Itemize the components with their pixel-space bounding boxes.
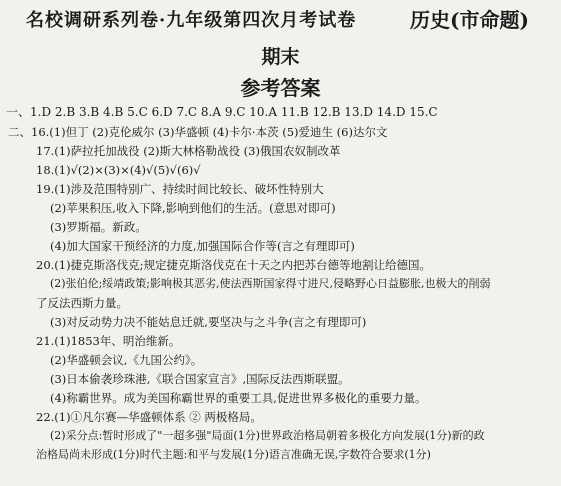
- multiple-choice-answers: 一、1.D 2.B 3.B 4.B 5.C 6.D 7.C 8.A 9.C 10.A 11.B 12.B 13.D 14.D 15.C: [6, 105, 438, 119]
- answer-q20-2b: 了反法西斯力量。: [36, 296, 128, 310]
- subject-title: 历史(市命题): [410, 8, 529, 32]
- answer-q19-3: (3)罗斯福。新政。: [50, 220, 147, 234]
- answer-q20-3: (3)对反动势力决不能姑息迁就,要坚决与之斗争(言之有理即可): [50, 315, 367, 329]
- answer-q21-3: (3)日本偷袭珍珠港,《联合国家宣言》,国际反法西斯联盟。: [50, 372, 350, 386]
- answer-q22-2b: 治格局尚未形成(1分)时代主题:和平与发展(1分)语言准确无误,字数符合要求(1分): [36, 448, 431, 461]
- answer-key-title: 参考答案: [240, 76, 321, 100]
- header: [0, 4, 561, 38]
- answer-q22-2a: (2)采分点:暂时形成了"一超多强"局面(1分)世界政治格局朝着多极化方向发展(1分)新的政: [50, 429, 485, 442]
- series-title: 名校调研系列卷·九年级第四次月考试卷: [26, 10, 357, 31]
- exam-term-title: 期末: [261, 46, 300, 68]
- answer-q21-1: 21.(1)1853年、明治维新。: [36, 334, 181, 348]
- answer-q16: 二、16.(1)但丁 (2)克伦威尔 (3)华盛顿 (4)卡尔·本茨 (5)爱迪生 (6)达尔文: [8, 125, 388, 139]
- answer-q17: 17.(1)萨拉托加战役 (2)斯大林格勒战役 (3)俄国农奴制改革: [36, 144, 341, 158]
- answer-q21-4: (4)称霸世界。成为美国称霸世界的重要工具,促进世界多极化的重要力量。: [50, 391, 427, 405]
- answer-q19-1: 19.(1)涉及范围特别广、持续时间比较长、破坏性特别大: [36, 182, 324, 196]
- answer-q19-2: (2)苹果积压,收入下降,影响到他们的生活。(意思对即可): [50, 201, 336, 215]
- answer-q20-2a: (2)张伯伦;绥靖政策;影响极其恶劣,使法西斯国家得寸进尺,侵略野心日益膨胀,也极大的削弱: [50, 277, 491, 290]
- answer-q21-2: (2)华盛顿会议,《九国公约》。: [50, 353, 203, 367]
- answer-q18: 18.(1)√(2)×(3)×(4)√(5)√(6)√: [36, 163, 201, 177]
- answer-q22-1: 22.(1)①凡尔赛—华盛顿体系 ② 两极格局。: [36, 410, 262, 424]
- answer-q19-4: (4)加大国家干预经济的力度,加强国际合作等(言之有理即可): [50, 239, 355, 253]
- answer-q20-1: 20.(1)捷克斯洛伐克;规定捷克斯洛伐克在十天之内把苏台德等地割让给德国。: [36, 258, 431, 272]
